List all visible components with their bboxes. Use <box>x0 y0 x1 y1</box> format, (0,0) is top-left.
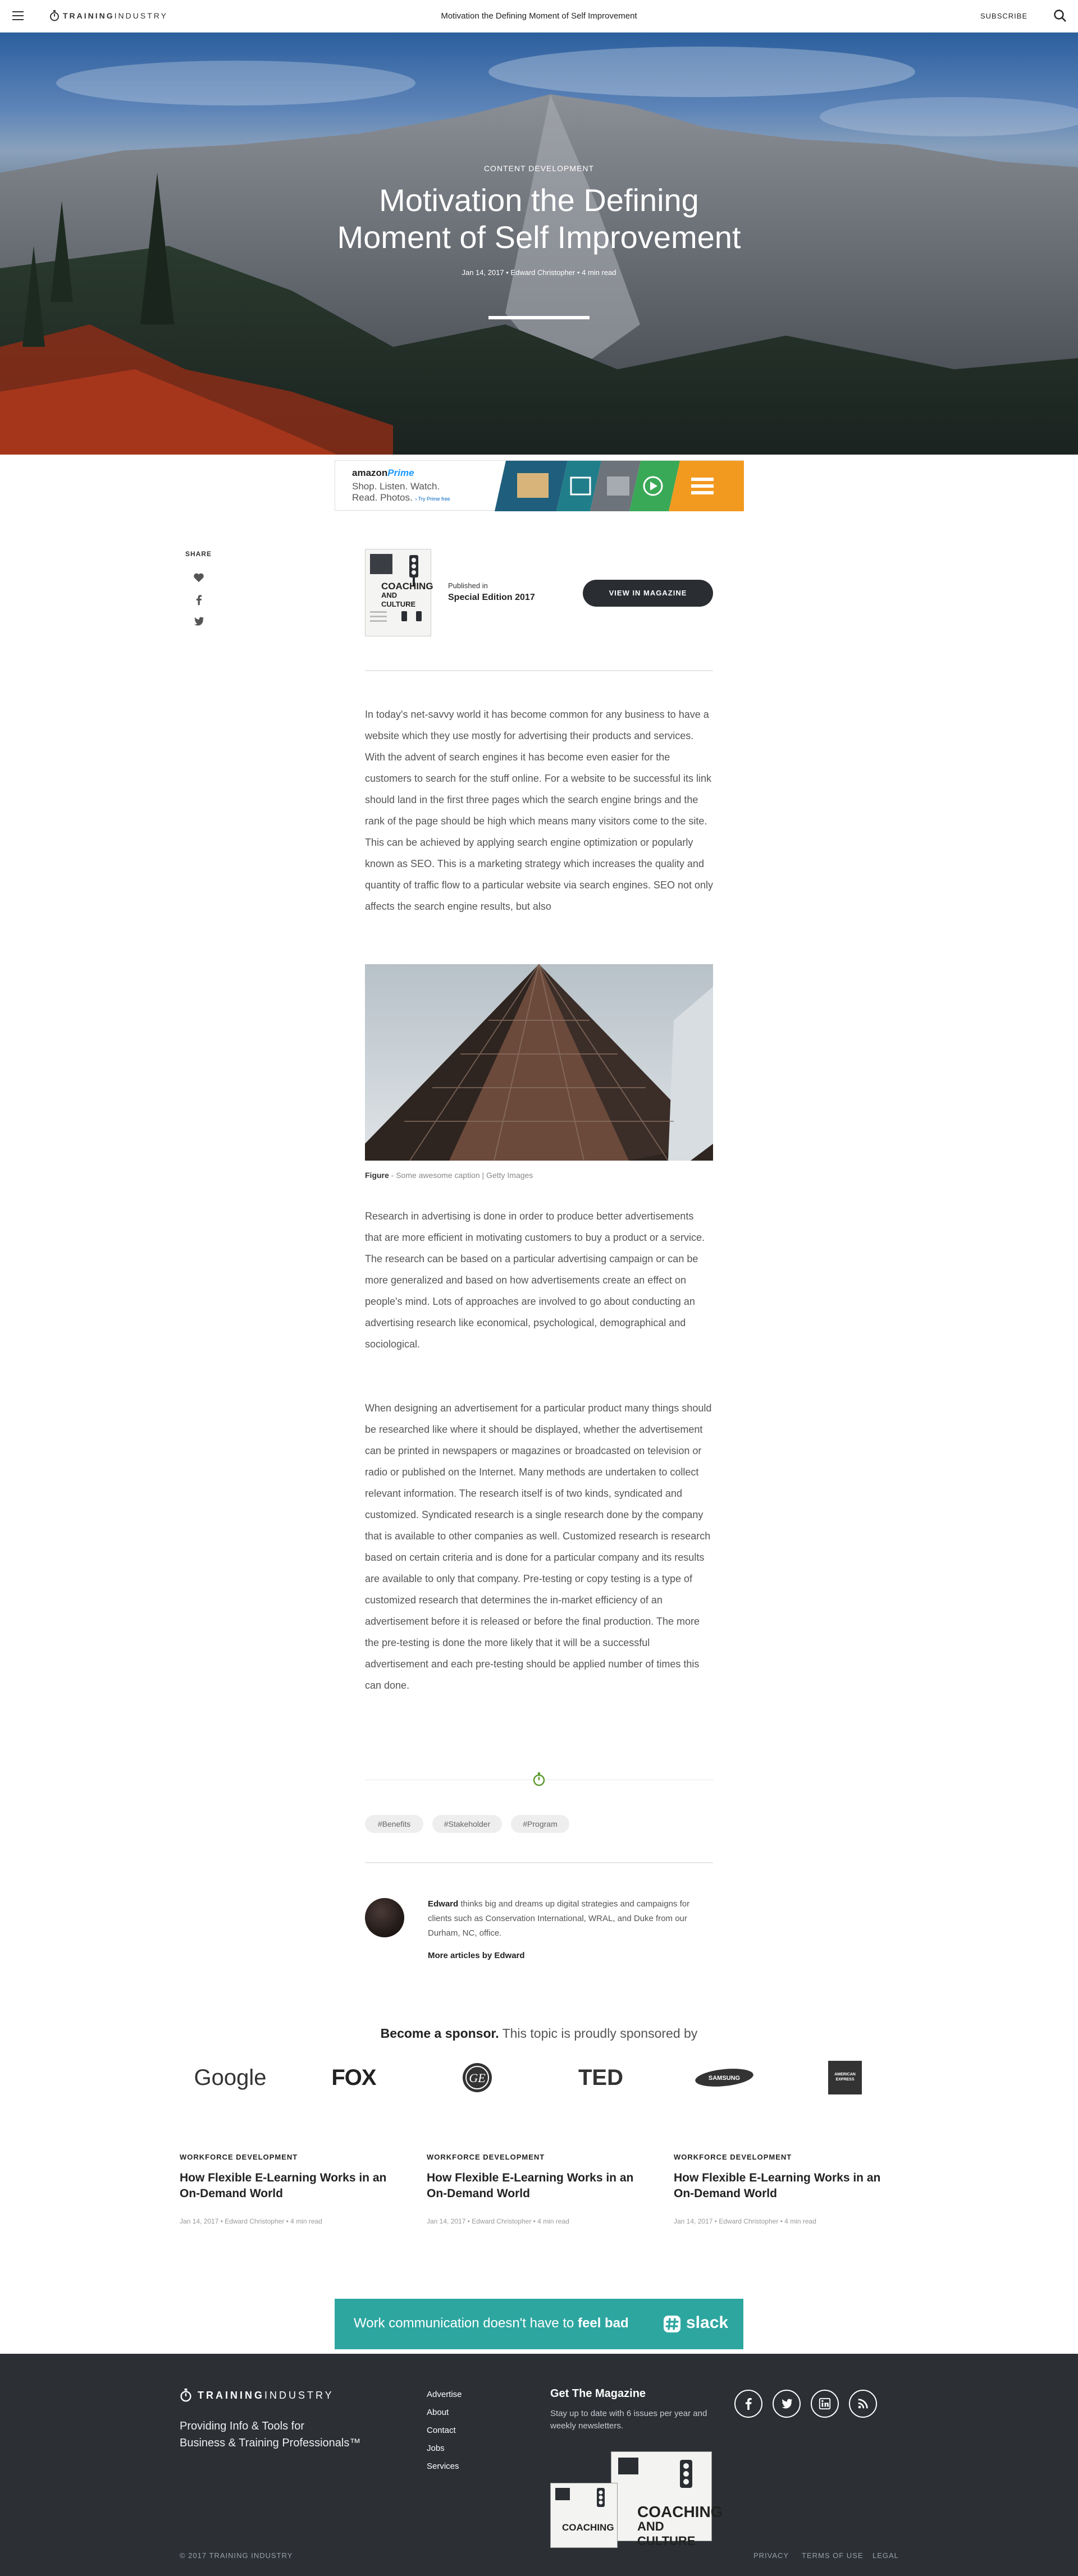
footer-link-services[interactable]: Services <box>427 2462 459 2471</box>
hero-banner <box>0 33 1078 455</box>
slack-ad-text-bold: feel bad <box>578 2316 629 2331</box>
logo-text-bold: TRAINING <box>63 11 115 20</box>
skyscraper-image <box>365 964 713 1161</box>
footer-logo-bold: TRAINING <box>198 2389 264 2401</box>
footer-link-about[interactable]: About <box>427 2408 449 2417</box>
rss-icon[interactable] <box>849 2390 877 2418</box>
author-bio-text: thinks big and dreams up digital strategies and campaigns for clients such as Conservation International, WRAL, and Duke from our Durham, NC, office. <box>428 1899 690 1938</box>
author-avatar[interactable] <box>365 1898 404 1937</box>
footer-magazine-cover-back[interactable]: COACHING AND CULTURE <box>611 2451 712 2541</box>
svg-text:GE: GE <box>469 2071 486 2085</box>
ted-logo[interactable]: TED <box>578 2065 623 2090</box>
slack-hash-icon <box>663 2314 682 2334</box>
footer-magazine-text: Stay up to date with 6 issues per year and weekly newsletters. <box>550 2409 707 2431</box>
figure-caption-text: - Some awesome caption | Getty Images <box>389 1171 533 1180</box>
stopwatch-end-icon <box>532 1771 546 1787</box>
tag-benefits[interactable]: #Benefits <box>365 1815 423 1833</box>
related-title[interactable]: How Flexible E-Learning Works in an On-Demand World <box>180 2171 387 2200</box>
footer-copyright: © 2017 TRAINING INDUSTRY <box>180 2551 293 2560</box>
tag-stakeholder[interactable]: #Stakeholder <box>432 1815 502 1833</box>
twitter-icon[interactable] <box>773 2390 801 2418</box>
hero-divider-bar <box>488 316 590 319</box>
related-article-card[interactable] <box>674 2153 887 2225</box>
footer <box>0 2354 1078 2576</box>
cover-title-1: COACHING <box>381 581 433 592</box>
traffic-light-small-graphic <box>399 610 426 625</box>
magazine-cover-image[interactable] <box>365 549 431 636</box>
share-label: SHARE <box>185 550 212 558</box>
logo-text-light: INDUSTRY <box>114 11 168 20</box>
amazon-ad-tiles <box>495 461 744 511</box>
author-bio <box>428 1897 714 1941</box>
american-express-logo[interactable]: AMERICAN EXPRESS <box>825 2057 865 2098</box>
article-paragraph-2: Research in advertising is done in order to produce better advertisements that are more efficient in motivating customers to buy a product or a service. The research can be based on a particular advertising campaign or can be more generalized and based on how advertisements create an effect on people's mind. Lots of approaches are involved to go about conducting an advertising research like economical, psychological, demographical and sociological. <box>365 1211 705 1350</box>
ge-monogram-icon <box>462 2062 493 2093</box>
linkedin-icon[interactable] <box>811 2390 839 2418</box>
related-category[interactable]: WORKFORCE DEVELOPMENT <box>180 2153 298 2161</box>
amazon-prime-ad[interactable] <box>335 460 743 511</box>
article-figure-image <box>365 964 713 1161</box>
heart-icon[interactable] <box>193 571 205 584</box>
cover-title-2: AND CULTURE <box>381 591 416 608</box>
samsung-ellipse-icon <box>693 2066 755 2089</box>
article-paragraph-3: When designing an advertisement for a particular product many things should be researched like where it should be displayed, whether the advertisement can be printed in newspapers or magazines or broadcasted on television or radio or published on the Internet. Many methods are undertaken to collect relevant information. The research itself is of two kinds, syndicated and customized. Syndicated research is a single research done by the company that is available to other companies as well. Customized research is research based on certain criteria and is done for a particular company and its results are available to only that company. Pre-testing or copy testing is a type of customized research that determines the in-market efficiency of an advertisement before it is released or before the final production. The more the pre-testing is done the more likely that it will be a successful advertisement and each pre-testing should be applied number of times this can done. <box>365 1402 712 1691</box>
magazine-edition[interactable]: Special Edition 2017 <box>448 593 535 602</box>
amazon-tagline-2: Read. Photos. <box>352 492 413 503</box>
nav-article-title: Motivation the Defining Moment of Self Improvement <box>441 11 637 21</box>
search-icon[interactable] <box>1053 9 1067 22</box>
published-in-label: Published in <box>448 581 488 590</box>
footer-magazine-cover-front[interactable]: COACHING <box>550 2483 618 2548</box>
stopwatch-logo-icon <box>180 2389 192 2402</box>
amazon-tagline-1: Shop. Listen. Watch. <box>352 481 440 492</box>
google-logo[interactable]: Google <box>194 2065 267 2090</box>
amazon-brand: amazon <box>352 467 388 478</box>
sponsor-heading <box>0 2026 1078 2041</box>
footer-link-advertise[interactable]: Advertise <box>427 2390 462 2399</box>
twitter-icon[interactable] <box>193 615 205 627</box>
traffic-light-graphic <box>674 2458 699 2497</box>
ge-logo[interactable] <box>449 2057 505 2098</box>
try-prime-link[interactable]: › Try Prime free <box>415 496 450 502</box>
footer-link-contact[interactable]: Contact <box>427 2426 456 2435</box>
samsung-logo[interactable] <box>691 2057 758 2098</box>
facebook-icon[interactable] <box>193 594 205 606</box>
article-paragraph-1: In today's net-savvy world it has become common for any business to have a website which they use mostly for advertising their products and services. With the advent of search engines it has become even easier for the customers to search for the stuff online. For a website to be successful its link should land in the first three pages which the search engine brings and the rank of the page should be high which means many visitors come to the site. This can be achieved by applying search engine optimization or popularly known as SEO. This is a marketing strategy which increases the quality and quantity of traffic flow to a particular website via search engines. SEO not only affects the search engine results, but also <box>365 709 713 912</box>
footer-terms-link[interactable]: TERMS OF USE <box>802 2551 864 2560</box>
related-title[interactable]: How Flexible E-Learning Works in an On-Demand World <box>674 2171 881 2200</box>
related-meta: Jan 14, 2017 • Edward Christopher • 4 min read <box>180 2217 322 2225</box>
facebook-icon[interactable] <box>734 2390 762 2418</box>
footer-logo[interactable] <box>180 2389 334 2402</box>
hero-category[interactable]: CONTENT DEVELOPMENT <box>483 164 595 173</box>
tag-program[interactable]: #Program <box>511 1815 569 1833</box>
fox-logo[interactable]: FOX <box>331 2065 376 2090</box>
subscribe-link[interactable]: SUBSCRIBE <box>980 12 1028 20</box>
more-articles-link[interactable]: More articles by Edward <box>428 1951 525 1960</box>
related-category[interactable]: WORKFORCE DEVELOPMENT <box>427 2153 545 2161</box>
become-sponsor-link[interactable]: Become a sponsor. <box>380 2026 499 2041</box>
slack-ad-text: Work communication doesn't have to <box>354 2316 578 2331</box>
slack-ad[interactable] <box>335 2299 743 2349</box>
top-navigation-bar <box>0 0 1078 33</box>
svg-text:SAMSUNG: SAMSUNG <box>708 2075 741 2082</box>
article-meta: Jan 14, 2017 • Edward Christopher • 4 min read <box>462 268 616 277</box>
related-meta: Jan 14, 2017 • Edward Christopher • 4 min read <box>674 2217 816 2225</box>
article-title <box>0 182 1078 256</box>
related-category[interactable]: WORKFORCE DEVELOPMENT <box>674 2153 792 2161</box>
related-article-card[interactable] <box>180 2153 393 2225</box>
footer-magazine-title: Get The Magazine <box>550 2387 646 2400</box>
author-name[interactable]: Edward <box>428 1899 459 1909</box>
related-meta: Jan 14, 2017 • Edward Christopher • 4 min read <box>427 2217 569 2225</box>
related-article-card[interactable] <box>427 2153 640 2225</box>
footer-tagline: Providing Info & Tools for Business & Training Professionals™ <box>180 2420 361 2449</box>
figure-caption <box>365 1171 533 1180</box>
related-title[interactable]: How Flexible E-Learning Works in an On-Demand World <box>427 2171 634 2200</box>
article-title-line2: Moment of Self Improvement <box>337 219 741 255</box>
footer-legal-link[interactable]: LEGAL <box>873 2551 899 2560</box>
footer-privacy-link[interactable]: PRIVACY <box>753 2551 789 2560</box>
sponsor-heading-text: This topic is proudly sponsored by <box>499 2026 698 2041</box>
figure-label: Figure <box>365 1171 389 1180</box>
divider <box>365 1862 713 1863</box>
traffic-light-graphic <box>592 2487 609 2513</box>
article-title-line1: Motivation the Defining <box>379 182 699 218</box>
footer-link-jobs[interactable]: Jobs <box>427 2444 445 2453</box>
view-in-magazine-button[interactable]: VIEW IN MAGAZINE <box>583 580 713 607</box>
footer-logo-light: INDUSTRY <box>264 2389 334 2401</box>
prime-brand: Prime <box>387 467 414 478</box>
divider <box>365 670 713 671</box>
slack-brand: slack <box>686 2313 729 2332</box>
